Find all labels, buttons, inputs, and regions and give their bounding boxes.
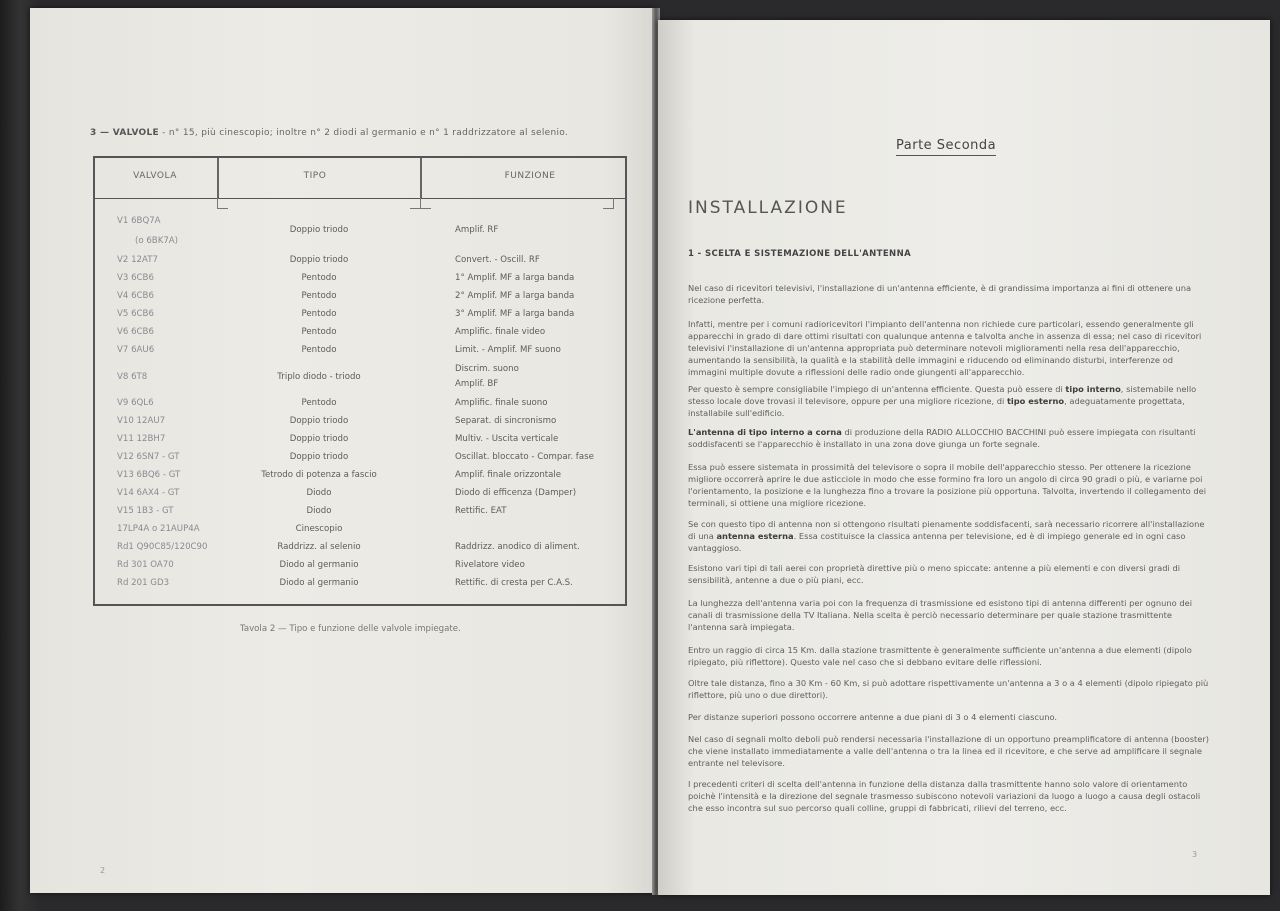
paragraph: La lunghezza dell'antenna varia poi con la frequenza di trasmissione ed esistono tipi di antenna differenti per ognuno dei canali di trasmissione della TV Italiana. Nella scelta è perciò necessario determinare per quale stazione trasmittente l'antenna sarà impiegata.	[688, 598, 1193, 632]
table-cell-valvola: V15 1B3 - GT	[117, 506, 174, 516]
table-cell-tipo: Pentodo	[301, 273, 337, 283]
table-caption: Tavola 2 — Tipo e funzione delle valvole impiegate.	[240, 624, 461, 634]
part-title: Parte Seconda	[896, 138, 996, 156]
section-title: INSTALLAZIONE	[688, 198, 848, 218]
left-page	[30, 8, 655, 893]
table-header	[95, 158, 625, 199]
table-cell-valvola: V4 6CB6	[117, 291, 154, 301]
paragraph-bold: tipo esterno	[1006, 396, 1065, 406]
table-cell-funzione: Amplific. finale video	[455, 327, 546, 337]
table-cell-valvola: V10 12AU7	[117, 416, 166, 426]
table-cell-valvola: V11 12BH7	[117, 434, 166, 444]
valves-heading-label: 3 — VALVOLE	[90, 128, 159, 138]
table-cell-tipo: Doppio triodo	[289, 416, 349, 426]
table-cell-tipo: Pentodo	[301, 309, 337, 319]
paragraph-text: . Essa costituisce la classica antenna per televisione, ed è di impiego generale ed in ogni caso vantaggioso.	[688, 531, 1186, 553]
table-cell-valvola: V6 6CB6	[117, 327, 154, 337]
paragraph-text: Se con questo tipo di antenna non si ottengono risultati pienamente soddisfacenti, sarà necessario ricorrere all'installazione di una	[688, 519, 1205, 541]
table-cell-funzione: Amplif. BF	[455, 379, 499, 389]
table-cell-funzione: Diodo di efficenza (Damper)	[455, 488, 577, 498]
table-cell-tipo: Pentodo	[301, 345, 337, 355]
col-header-funzione: FUNZIONE	[504, 171, 556, 181]
subsection-title: 1 - SCELTA E SISTEMAZIONE DELL'ANTENNA	[688, 249, 912, 259]
table-cell-valvola: V9 6QL6	[117, 398, 154, 408]
table-cell-tipo: Doppio triodo	[289, 452, 349, 462]
paragraph: Nel caso di ricevitori televisivi, l'installazione di un'antenna efficiente, è di grandissima importanza ai fini di ottenere una ricezione perfetta.	[688, 283, 1192, 305]
table-cell-valvola: Rd 201 GD3	[117, 578, 170, 588]
table-cell-funzione: Multiv. - Uscita verticale	[455, 434, 559, 444]
table-cell-valvola: (o 6BK7A)	[135, 236, 179, 246]
column-bracket	[603, 198, 614, 209]
table-cell-funzione: Convert. - Oscill. RF	[455, 255, 540, 265]
column-divider	[420, 158, 422, 198]
table-cell-funzione: Oscillat. bloccato - Compar. fase	[455, 452, 594, 462]
table-cell-funzione: Amplif. RF	[455, 225, 499, 235]
paragraph: I precedenti criteri di scelta dell'antenna in funzione della distanza dalla trasmittente hanno solo valore di orientamento poichè l'intensità e la direzione del segnale trasmesso subiscono notevoli variazioni da luogo a luogo a causa degli ostacoli che esso incontra sul suo percorso quali colline, gruppi di fabbricati, rilievi del terreno, ecc.	[688, 779, 1201, 813]
table-cell-valvola: V1 6BQ7A	[117, 216, 161, 226]
table-cell-valvola: V12 6SN7 - GT	[117, 452, 180, 462]
table-cell-tipo: Diodo al germanio	[279, 560, 359, 570]
paragraph: Per distanze superiori possono occorrere antenne a due piani di 3 o 4 elementi ciascuno.	[688, 712, 1058, 722]
table-cell-tipo: Pentodo	[301, 398, 337, 408]
table-cell-funzione: 1° Amplif. MF a larga banda	[455, 273, 575, 283]
paragraph: Oltre tale distanza, fino a 30 Km - 60 Km, si può adottare rispettivamente un'antenna a 3 o a 4 elementi (dipolo ripiegato più riflettore, più uno o due direttori).	[688, 678, 1209, 700]
paragraph-bold: L'antenna di tipo interno a corna	[688, 427, 842, 437]
table-cell-tipo: Pentodo	[301, 327, 337, 337]
paragraph: Esistono vari tipi di tali aerei con proprietà direttive più o meno spiccate: antenne a più elementi e con diversi gradi di sensibilità, antenne a due o più piani, ecc.	[688, 563, 1181, 585]
table-cell-funzione: Rettific. EAT	[455, 506, 507, 516]
table-cell-tipo: Doppio triodo	[289, 434, 349, 444]
column-divider	[217, 158, 219, 198]
table-cell-tipo: Diodo	[306, 506, 332, 516]
valves-heading-text: - n° 15, più cinescopio; inoltre n° 2 diodi al germanio e n° 1 raddrizzatore al selenio.	[162, 128, 569, 138]
table-cell-tipo: Doppio triodo	[289, 255, 349, 265]
table-cell-funzione: 2° Amplif. MF a larga banda	[455, 291, 575, 301]
paragraph-text: , sistemabile nello stesso locale dove trovasi il televisore, oppure per una migliore ricezione, di	[688, 384, 1197, 406]
table-cell-valvola: V14 6AX4 - GT	[117, 488, 180, 498]
table-cell-funzione: Amplific. finale suono	[455, 398, 548, 408]
table-cell-funzione: Limit. - Amplif. MF suono	[455, 345, 561, 355]
paragraph	[688, 383, 1213, 419]
valves-table	[93, 156, 627, 606]
table-cell-tipo: Tetrodo di potenza a fascio	[261, 470, 377, 480]
table-cell-tipo: Diodo	[306, 488, 332, 498]
page-number: 2	[100, 866, 106, 875]
table-cell-funzione: Raddrizz. anodico di aliment.	[455, 542, 580, 552]
table-cell-funzione: Discrim. suono	[455, 364, 519, 374]
paragraph	[688, 518, 1213, 554]
table-cell-funzione: Rivelatore video	[455, 560, 525, 570]
table-cell-valvola: V3 6CB6	[117, 273, 154, 283]
col-header-valvola: VALVOLA	[133, 171, 177, 181]
table-cell-valvola: V2 12AT7	[117, 255, 158, 265]
table-cell-tipo: Cinescopio	[295, 524, 343, 534]
table-cell-tipo: Triplo diodo - triodo	[277, 372, 361, 382]
table-cell-valvola: Rd1 Q90C85/120C90	[117, 542, 208, 552]
right-page	[658, 20, 1270, 895]
table-cell-tipo: Diodo al germanio	[279, 578, 359, 588]
table-cell-funzione: Amplif. finale orizzontale	[455, 470, 562, 480]
table-cell-valvola: 17LP4A o 21AUP4A	[117, 524, 200, 534]
paragraph-text: , adeguatamente progettata, installabile sull'edificio.	[688, 396, 1185, 418]
table-cell-funzione: Rettific. di cresta per C.A.S.	[455, 578, 573, 588]
valves-heading	[90, 128, 568, 138]
table-cell-valvola: Rd 301 OA70	[117, 560, 174, 570]
table-cell-valvola: V7 6AU6	[117, 345, 155, 355]
table-cell-valvola: V5 6CB6	[117, 309, 154, 319]
table-cell-funzione: 3° Amplif. MF a larga banda	[455, 309, 575, 319]
page-number: 3	[1192, 850, 1198, 859]
table-cell-valvola: V8 6T8	[117, 372, 148, 382]
paragraph: Entro un raggio di circa 15 Km. dalla stazione trasmittente è generalmente sufficiente un'antenna a due elementi (dipolo ripiegato, più riflettore). Questo vale nel caso che si debbano evitare delle riflessioni.	[688, 645, 1192, 667]
table-cell-valvola: V13 6BQ6 - GT	[117, 470, 181, 480]
table-cell-funzione: Separat. di sincronismo	[455, 416, 557, 426]
table-cell-tipo: Pentodo	[301, 291, 337, 301]
table-cell-tipo: Doppio triodo	[289, 225, 349, 235]
paragraph-bold: tipo interno	[1065, 384, 1121, 394]
paragraph: Essa può essere sistemata in prossimità del televisore o sopra il mobile dell'apparecchio stesso. Per ottenere la ricezione migliore occorrerà aprire le due asticciole in modo che esse formino fra loro un angolo di circa 90 gradi o più, e variarne poi l'orientamento, la posizione e la lunghezza fino a trovare la posizione più opportuna. Talvolta, invertendo il collegamento dei terminali, si ottiene una migliore ricezione.	[688, 462, 1206, 508]
paragraph	[688, 426, 1213, 450]
paragraph: Nel caso di segnali molto deboli può rendersi necessaria l'installazione di un opportuno preamplificatore di antenna (booster) che viene installato immediatamente a valle dell'antenna o tra la linea ed il ricevitore, e che serve ad amplificare il segnale entrante nel televisore.	[688, 734, 1210, 768]
paragraph: Infatti, mentre per i comuni radioricevitori l'impianto dell'antenna non richiede cure particolari, essendo generalmente gli apparecchi in grado di dare ottimi risultati con qualunque antenna e talvolta anche in assenza di essa; nel caso di ricevitori televisivi l'installazione di un'antenna appropriata può determinare notevoli miglioramenti nella resa dell'apparecchio, aumentando la sensibilità, la qualità e la stabilità delle immagini e riducendo od eliminando disturbi, interferenze od immagini multiple dovute a riflessioni delle radio onde giungenti all'apparecchio.	[688, 319, 1202, 377]
column-bracket	[420, 198, 431, 209]
col-header-tipo: TIPO	[303, 171, 327, 181]
table-cell-tipo: Raddrizz. al selenio	[277, 542, 361, 552]
paragraph-text: di produzione della RADIO ALLOCCHIO BACCHINI può essere impiegata con risultanti soddisfacenti se l'apparecchio è installato in una zona dove giunga un forte segnale.	[688, 427, 1196, 449]
column-bracket	[217, 198, 228, 209]
paragraph-text: Per questo è sempre consigliabile l'impiego di un'antenna efficiente. Questa può essere di	[688, 384, 1066, 394]
paragraph-bold: antenna esterna	[716, 531, 794, 541]
